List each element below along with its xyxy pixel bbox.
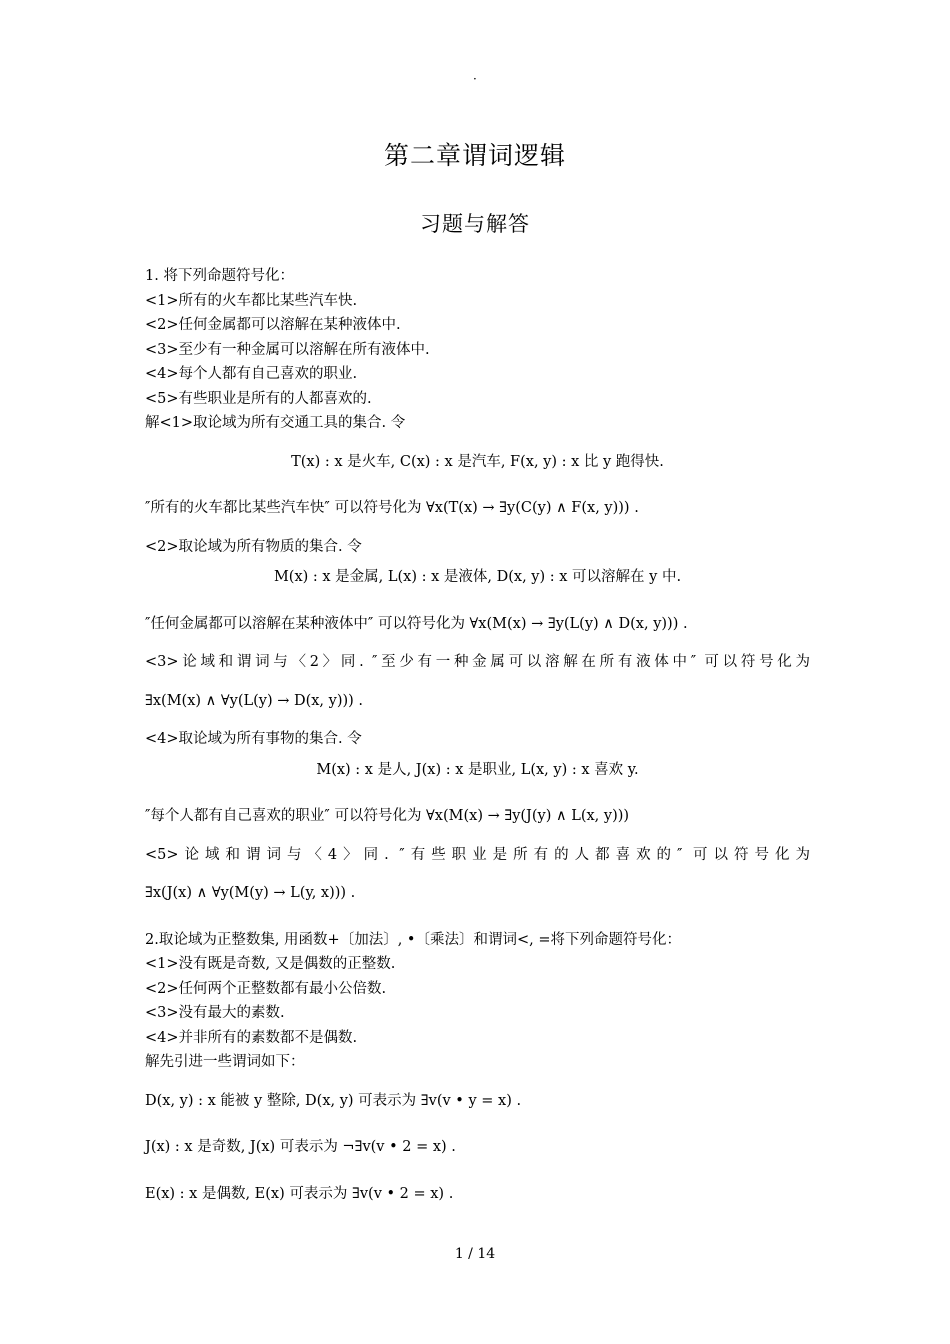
header-mark: ·: [473, 72, 477, 86]
solution-3-result: ∃x(M(x) ∧ ∀y(L(y) → D(x, y))) .: [145, 692, 364, 709]
problem-1-item-4: <4>每个人都有自己喜欢的职业.: [145, 366, 358, 382]
problem-1-item-1: <1>所有的火车都比某些汽车快.: [145, 292, 358, 309]
solution-1-result: ″所有的火车都比某些汽车快″ 可以符号化为 ∀x(T(x) → ∃y(C(y) ∧ F(x, y))) .: [145, 500, 639, 516]
page-number: 1 / 14: [454, 1246, 496, 1262]
solution-2-result: ″任何金属都可以溶解在某种液体中″ 可以符号化为 ∀x(M(x) → ∃y(L(y) ∧ D(x, y))) .: [145, 615, 688, 632]
problem-2-item-3: <3>没有最大的素数.: [145, 1005, 285, 1021]
solution-3-intro: <3>论域和谓词与〈2〉同. ″至少有一种金属可以溶解在所有液体中″ 可以符号化为: [145, 654, 810, 670]
problem-1-item-2: <2>任何金属都可以溶解在某种液体中.: [145, 317, 401, 333]
solution-2-intro: <2>取论域为所有物质的集合. 令: [145, 538, 362, 555]
problem-1-item-5: <5>有些职业是所有的人都喜欢的.: [145, 390, 372, 407]
problem-1-item-3: <3>至少有一种金属可以溶解在所有液体中.: [145, 341, 430, 358]
predicate-d-definition: D(x, y) : x 能被 y 整除, D(x, y) 可表示为 ∃v(v • y = x) .: [145, 1092, 522, 1109]
problem-2-item-2: <2>任何两个正整数都有最小公倍数.: [145, 980, 387, 997]
problem-1-heading: 1. 将下列命题符号化：: [145, 268, 294, 284]
problem-2-item-4: <4>并非所有的素数都不是偶数.: [145, 1029, 358, 1046]
solution-5-result: ∃x(J(x) ∧ ∀y(M(y) → L(y, x))) .: [145, 885, 356, 901]
document-body: [145, 264, 810, 1206]
solution-2-heading: 解先引进一些谓词如下：: [145, 1054, 305, 1070]
solution-4-result: ″每个人都有自己喜欢的职业″ 可以符号化为 ∀x(M(x) → ∃y(J(y) ∧ L(x, y))): [145, 808, 630, 824]
solution-1-definitions: T(x) : x 是火车, C(x) : x 是汽车, F(x, y) : x 比 y 跑得快.: [291, 453, 664, 470]
solution-2-definitions: M(x) : x 是金属, L(x) : x 是液体, D(x, y) : x 可以溶解在 y 中.: [273, 569, 682, 585]
chapter-title: 第二章谓词逻辑: [383, 141, 566, 170]
solution-4-intro: <4>取论域为所有事物的集合. 令: [145, 731, 362, 747]
problem-2-heading: 2.取论域为正整数集, 用函数+〔加法〕, •〔乘法〕和谓词<, =将下列命题符号化：: [145, 931, 681, 948]
predicate-j-definition: J(x) : x 是奇数, J(x) 可表示为 ¬∃v(v • 2 = x) .: [145, 1139, 456, 1155]
section-subtitle: 习题与解答: [420, 212, 530, 236]
predicate-e-definition: E(x) : x 是偶数, E(x) 可表示为 ∃v(v • 2 = x) .: [145, 1185, 454, 1202]
solution-4-definitions: M(x) : x 是人, J(x) : x 是职业, L(x, y) : x 喜欢 y.: [316, 761, 639, 778]
problem-2-item-1: <1>没有既是奇数, 又是偶数的正整数.: [145, 956, 396, 972]
solution-5-intro: <5>论域和谓词与〈4〉同. ″有些职业是所有的人都喜欢的″ 可以符号化为: [145, 846, 810, 863]
solution-1-intro: 解<1>取论域为所有交通工具的集合. 令: [145, 415, 406, 431]
